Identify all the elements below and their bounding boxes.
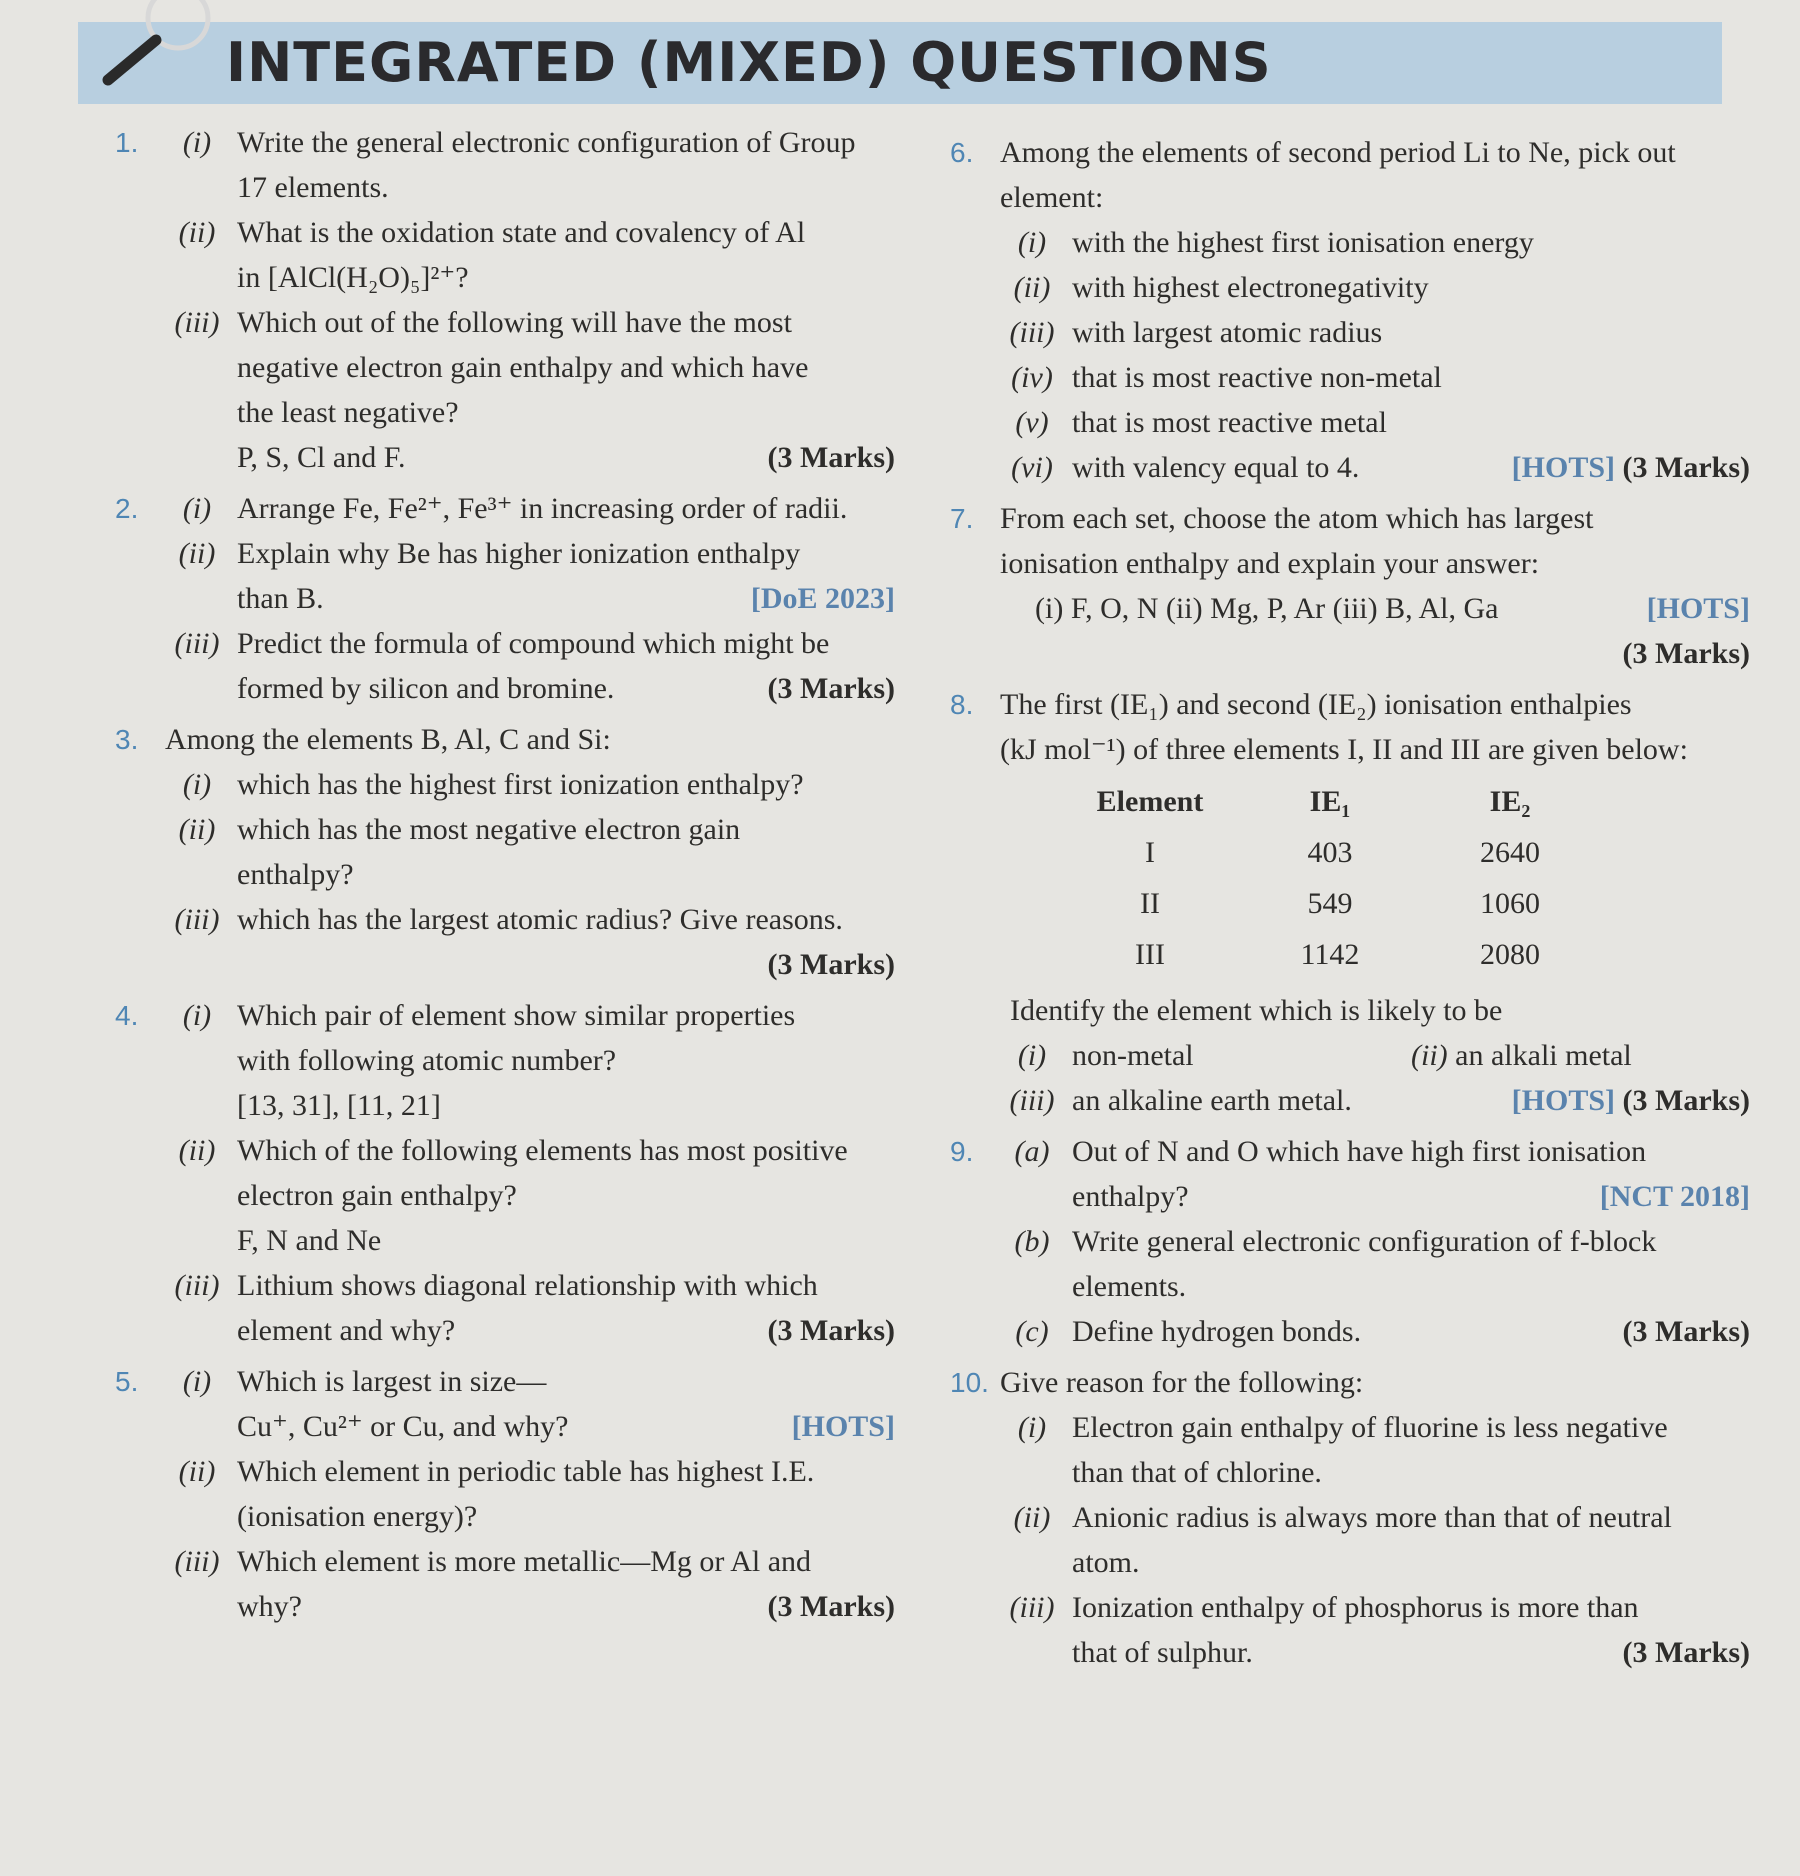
sub-question (950, 1405, 1750, 1495)
sub-question (950, 400, 1750, 445)
table-header: IE₁ (1309, 785, 1351, 818)
text-line: Out of N and O which have high first ionisation (1072, 1135, 1647, 1168)
table-cell: 1142 (1300, 938, 1360, 971)
sub-question (115, 762, 895, 807)
sub-question (115, 1449, 895, 1539)
text-row (237, 1584, 895, 1629)
question-3 (115, 717, 895, 987)
text-line: Which pair of element show similar properties (237, 999, 796, 1032)
text-line: with largest atomic radius (1072, 316, 1383, 349)
sub-question (950, 1585, 1750, 1675)
sub-question (950, 1309, 1750, 1354)
text-line: electron gain enthalpy? (237, 1179, 517, 1212)
sub-question (115, 1539, 895, 1629)
text-line: than that of chlorine. (1072, 1456, 1322, 1489)
source-tag: [DoE 2023] (750, 582, 895, 615)
question-9 (950, 1129, 1750, 1354)
question-2 (115, 486, 895, 711)
question-number: 4. (115, 1000, 139, 1031)
sub-question (115, 621, 895, 711)
sub-question (950, 445, 1750, 490)
text-line: Arrange Fe, Fe²⁺, Fe³⁺ in increasing order of radii. (237, 492, 848, 525)
text-row (950, 1033, 1750, 1078)
sub-question (950, 1078, 1750, 1123)
sub-label: (ii) (1411, 1039, 1448, 1072)
text-row (237, 1404, 895, 1449)
text-row (237, 435, 895, 480)
marks-label: (3 Marks) (1622, 1084, 1750, 1117)
sub-label: (ii) (178, 1134, 216, 1167)
sub-label: (i) (1017, 1039, 1047, 1072)
sub-label: (v) (1015, 406, 1049, 439)
question-5 (115, 1359, 895, 1629)
text-line: which has the largest atomic radius? Give reasons. (237, 903, 843, 936)
question-number: 1. (115, 127, 139, 158)
question-8 (950, 682, 1750, 1123)
table-row (1060, 878, 1600, 929)
question-stem: Among the elements B, Al, C and Si: (165, 723, 611, 756)
sub-label: (iii) (1009, 316, 1055, 349)
marks-label: (3 Marks) (1622, 1636, 1750, 1669)
sub-label: (i) (182, 492, 212, 525)
text-row (950, 586, 1750, 631)
sub-question (115, 1128, 895, 1263)
text-line: Anionic radius is always more than that of neutral (1072, 1501, 1672, 1534)
sub-label: (i) (182, 1365, 212, 1398)
sub-question (950, 355, 1750, 400)
sub-label: (c) (1015, 1315, 1049, 1348)
sub-label: (iii) (1009, 1084, 1055, 1117)
text-line: (kJ mol⁻¹) of three elements I, II and III are given below: (1000, 733, 1688, 766)
source-tag: [NCT 2018] (1599, 1180, 1750, 1213)
text-line: Predict the formula of compound which might be (237, 627, 830, 660)
text-line: an alkali metal (1455, 1039, 1632, 1072)
question-number: 2. (115, 493, 139, 524)
sub-label: (a) (1014, 1135, 1050, 1168)
sub-question (115, 210, 895, 300)
text-line: Lithium shows diagonal relationship with which (237, 1269, 818, 1302)
text-line: Explain why Be has higher ionization enthalpy (237, 537, 801, 570)
table-row (1060, 827, 1600, 878)
text-line: negative electron gain enthalpy and which have (237, 351, 809, 384)
sub-label: (iii) (1009, 1591, 1055, 1624)
text-line: enthalpy? (237, 858, 354, 891)
sub-question (950, 1129, 1750, 1219)
question-10 (950, 1360, 1750, 1675)
sub-label: (iii) (174, 1545, 220, 1578)
sub-label: (iii) (174, 1269, 220, 1302)
text-line: 17 elements. (237, 171, 389, 204)
table-header-row (1060, 776, 1600, 827)
hots-tag: [HOTS] (1646, 592, 1750, 625)
sub-question (115, 531, 895, 621)
text-line: that is most reactive metal (1072, 406, 1387, 439)
text-line: with highest electronegativity (1072, 271, 1429, 304)
text-line: Cu⁺, Cu²⁺ or Cu, and why? (237, 1410, 569, 1443)
sub-question (950, 1219, 1750, 1309)
sub-label: (ii) (178, 537, 216, 570)
question-stem (950, 682, 1750, 772)
text-line: P, S, Cl and F. (237, 441, 406, 474)
sub-question (1411, 1033, 1750, 1078)
question-7 (950, 496, 1750, 676)
text-line: Which element is more metallic—Mg or Al and (237, 1545, 812, 1578)
text-line: Electron gain enthalpy of fluorine is less negative (1072, 1411, 1668, 1444)
sub-label: (iii) (174, 903, 220, 936)
hots-tag: [HOTS] (791, 1410, 895, 1443)
text-line: formed by silicon and bromine. (237, 672, 615, 705)
sub-question (115, 300, 895, 480)
sub-label: (iv) (1011, 361, 1053, 394)
text-line: Write the general electronic configuration of Group (237, 126, 856, 159)
text-line: Which of the following elements has most positive (237, 1134, 848, 1167)
text-line: The first (IE₁) and second (IE₂) ionisation enthalpies (1000, 688, 1632, 721)
question-number: 9. (950, 1136, 974, 1167)
text-row (1072, 1630, 1750, 1675)
text-row (1072, 1078, 1750, 1123)
text-line: Ionization enthalpy of phosphorus is more than (1072, 1591, 1639, 1624)
marks-label: (3 Marks) (1622, 637, 1750, 670)
sub-question (115, 1263, 895, 1353)
sub-label: (i) (182, 768, 212, 801)
text-row (237, 576, 895, 621)
magnifier-icon (88, 0, 218, 100)
text-line: element: (1000, 181, 1104, 214)
text-line: with following atomic number? (237, 1044, 617, 1077)
marks-label: (3 Marks) (767, 948, 895, 981)
text-line: ionisation enthalpy and explain your answer: (1000, 547, 1540, 580)
sub-question (115, 1359, 895, 1449)
question-number: 5. (115, 1366, 139, 1397)
sub-question (115, 993, 895, 1128)
element-sets: (i) F, O, N (ii) Mg, P, Ar (iii) B, Al, Ga (1035, 592, 1499, 625)
ionisation-table (1060, 776, 1600, 980)
sub-label: (ii) (178, 813, 216, 846)
table-header: IE₂ (1489, 785, 1531, 818)
question-4 (115, 993, 895, 1353)
text-line: enthalpy? (1072, 1180, 1189, 1213)
marks-label: (3 Marks) (767, 1314, 895, 1347)
text-line: than B. (237, 582, 324, 615)
question-number: 6. (950, 137, 974, 168)
marks-label: (3 Marks) (767, 672, 895, 705)
question-stem: Give reason for the following: (1000, 1366, 1364, 1399)
sub-label: (ii) (178, 1455, 216, 1488)
text-row (950, 631, 1750, 676)
sub-label: (b) (1014, 1225, 1050, 1258)
text-line: (ionisation energy)? (237, 1500, 478, 1533)
text-row (1072, 445, 1750, 490)
identify-line: Identify the element which is likely to be (1010, 994, 1503, 1027)
table-cell: 403 (1307, 836, 1353, 869)
question-number: 7. (950, 503, 974, 534)
question-number: 10. (950, 1367, 989, 1398)
text-row (237, 1308, 895, 1353)
text-line: which has the highest first ionization enthalpy? (237, 768, 804, 801)
text-row (237, 942, 895, 987)
hots-tag: [HOTS] (1511, 1084, 1616, 1117)
marks-label: (3 Marks) (767, 1590, 895, 1623)
question-stem (950, 130, 1750, 220)
sub-label: (i) (182, 126, 212, 159)
sub-label: (ii) (1013, 271, 1051, 304)
text-line: Which element in periodic table has highest I.E. (237, 1455, 815, 1488)
text-line: elements. (1072, 1270, 1187, 1303)
sub-question (950, 220, 1750, 265)
text-line: an alkaline earth metal. (1072, 1084, 1352, 1117)
question-number: 8. (950, 689, 974, 720)
text-line: From each set, choose the atom which has largest (1000, 502, 1594, 535)
table-cell: 2080 (1480, 938, 1540, 971)
right-column (950, 130, 1750, 1681)
text-row (237, 666, 895, 711)
text-row (1072, 1309, 1750, 1354)
text-line: that of sulphur. (1072, 1636, 1253, 1669)
table-cell: 2640 (1480, 836, 1540, 869)
marks-label: (3 Marks) (1622, 451, 1750, 484)
text-line: Define hydrogen bonds. (1072, 1315, 1362, 1348)
question-1 (115, 120, 895, 480)
sub-label: (iii) (174, 306, 220, 339)
text-line: Which out of the following will have the most (237, 306, 792, 339)
text-row (1072, 1174, 1750, 1219)
question-stem (950, 496, 1750, 586)
text-line: atom. (1072, 1546, 1140, 1579)
question-number: 3. (115, 724, 139, 755)
marks-label: (3 Marks) (767, 441, 895, 474)
sub-question (115, 486, 895, 531)
table-cell: III (1135, 938, 1165, 971)
text-line: F, N and Ne (237, 1224, 382, 1257)
text-line: Among the elements of second period Li to Ne, pick out (1000, 136, 1676, 169)
question-6 (950, 130, 1750, 490)
sub-label: (vi) (1011, 451, 1053, 484)
text-line: with the highest first ionisation energy (1072, 226, 1534, 259)
sub-label: (i) (1017, 1411, 1047, 1444)
text-line: element and why? (237, 1314, 456, 1347)
sub-label: (i) (1017, 226, 1047, 259)
sub-question (950, 310, 1750, 355)
text-line: non-metal (1072, 1039, 1194, 1072)
sub-label: (ii) (1013, 1501, 1051, 1534)
table-cell: I (1145, 836, 1155, 869)
table-cell: 549 (1307, 887, 1353, 920)
text-line: [13, 31], [11, 21] (237, 1089, 441, 1122)
sub-question (950, 1033, 1411, 1078)
text-line: which has the most negative electron gain (237, 813, 741, 846)
text-line: What is the oxidation state and covalency of Al (237, 216, 806, 249)
sub-question (950, 1495, 1750, 1585)
table-cell: II (1140, 887, 1160, 920)
text-line: the least negative? (237, 396, 459, 429)
sub-question (950, 265, 1750, 310)
text-line: why? (237, 1590, 302, 1623)
text-line: with valency equal to 4. (1072, 451, 1360, 484)
sub-question (115, 120, 895, 210)
marks-label: (3 Marks) (1622, 1315, 1750, 1348)
left-column (115, 120, 895, 1635)
table-header: Element (1096, 785, 1204, 818)
hots-tag: [HOTS] (1511, 451, 1616, 484)
table-cell: 1060 (1480, 887, 1540, 920)
sub-label: (iii) (174, 627, 220, 660)
sub-question (115, 807, 895, 897)
sub-label: (i) (182, 999, 212, 1032)
text-line: Write general electronic configuration of f-block (1072, 1225, 1657, 1258)
table-row (1060, 929, 1600, 980)
sub-question (115, 897, 895, 987)
text-line: in [AlCl(H₂O)₅]²⁺? (237, 261, 469, 294)
page-title: INTEGRATED (MIXED) QUESTIONS (226, 31, 1272, 94)
text-line: Which is largest in size— (237, 1365, 547, 1398)
text-line: that is most reactive non-metal (1072, 361, 1442, 394)
sub-label: (ii) (178, 216, 216, 249)
